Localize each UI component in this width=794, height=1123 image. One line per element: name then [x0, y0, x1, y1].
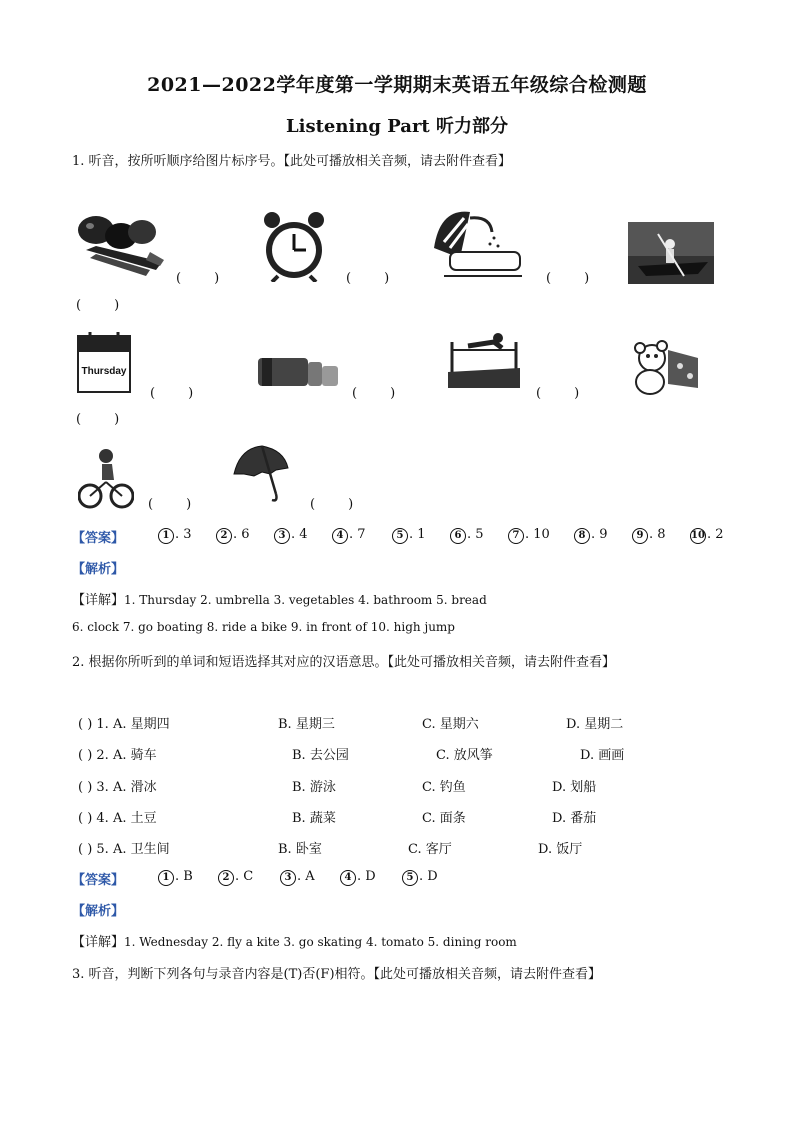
q1-paren-6[interactable]: ( ) — [352, 386, 396, 401]
q2-row-1-c: C. 星期六 — [422, 717, 479, 732]
q1-paren-1[interactable]: ( ) — [176, 271, 220, 286]
boating-picture — [628, 222, 714, 284]
q2-prompt: 2. 根据你所听到的单词和短语选择其对应的汉语意思。【此处可播放相关音频，请去附件查看】 — [72, 655, 616, 670]
q2-row-4-lead: ( ) 4. A. 土豆 — [78, 811, 157, 826]
q1-answer-6: 6 . 5 — [450, 527, 484, 544]
q2-row-4-d: D. 番茄 — [552, 811, 597, 826]
q2-row-2-c: C. 放风筝 — [436, 748, 493, 763]
q1-answer-9: 9 . 8 — [632, 527, 666, 544]
q1-paren-5[interactable]: ( ) — [150, 386, 194, 401]
q2-row-3-lead: ( ) 3. A. 滑冰 — [78, 780, 157, 795]
q1-paren-9[interactable]: ( ) — [148, 497, 192, 512]
q2-row-2-d: D. 画画 — [580, 748, 625, 763]
q1-detail-line2: 6. clock 7. go boating 8. ride a bike 9. in front of 10. high jump — [72, 620, 455, 634]
q2-answer-2: 2 . C — [218, 869, 253, 886]
q1-paren-4[interactable]: ( ) — [76, 298, 120, 313]
clock-picture — [258, 210, 330, 282]
q1-paren-2[interactable]: ( ) — [346, 271, 390, 286]
q1-paren-7[interactable]: ( ) — [536, 386, 580, 401]
q2-row-5-d: D. 饭厅 — [538, 842, 583, 857]
q1-answer-5: 5 . 1 — [392, 527, 426, 544]
q2-answer-label: 【答案】 — [72, 873, 125, 888]
high-jump-picture — [446, 328, 522, 390]
q2-answer-5: 5 . D — [402, 869, 438, 886]
q2-row-2-lead: ( ) 2. A. 骑车 — [78, 748, 157, 763]
section-title: Listening Part 听力部分 — [285, 116, 509, 137]
ride-bike-picture — [78, 448, 134, 510]
q2-answer-1: 1 . B — [158, 869, 193, 886]
thursday-calendar-picture — [76, 330, 132, 394]
q1-answer-10: 10 . 2 — [691, 527, 724, 542]
q2-row-1-d: D. 星期二 — [566, 717, 624, 732]
q2-analysis-label: 【解析】 — [72, 904, 125, 919]
q2-row-5-b: B. 卧室 — [278, 842, 322, 857]
q2-row-3-b: B. 游泳 — [292, 780, 336, 795]
q1-detail-line1: 【详解】1. Thursday 2. umbrella 3. vegetables 4. bathroom 5. bread — [72, 593, 487, 608]
bread-picture — [256, 352, 342, 388]
q2-row-5-c: C. 客厅 — [408, 842, 452, 857]
q2-row-4-b: B. 蔬菜 — [292, 811, 336, 826]
q1-answer-4: 4 . 7 — [332, 527, 366, 544]
page-title: 2021—2022学年度第一学期期末英语五年级综合检测题 — [147, 74, 647, 96]
q2-row-4-c: C. 面条 — [422, 811, 466, 826]
q2-answer-4: 4 . D — [340, 869, 376, 886]
q2-answer-3: 3 . A — [280, 869, 315, 886]
q2-row-3-d: D. 划船 — [552, 780, 597, 795]
bathroom-picture — [430, 208, 526, 280]
q1-answer-1: 1 . 3 — [158, 527, 192, 544]
calendar-text: Thursday — [81, 366, 127, 377]
q2-detail-line: 【详解】1. Wednesday 2. fly a kite 3. go skating 4. tomato 5. dining room — [72, 935, 517, 950]
q2-row-3-c: C. 钓鱼 — [422, 780, 466, 795]
q2-row-1-lead: ( ) 1. A. 星期四 — [78, 717, 170, 732]
q1-answer-3: 3 . 4 — [274, 527, 308, 544]
q1-answer-7: 7 . 10 — [508, 527, 550, 544]
q1-paren-10[interactable]: ( ) — [310, 497, 354, 512]
q1-analysis-label: 【解析】 — [72, 562, 125, 577]
q1-answer-8: 8 . 9 — [574, 527, 608, 544]
teddy-bear-picture — [628, 340, 700, 396]
q1-answer-2: 2 . 6 — [216, 527, 250, 544]
q1-paren-3[interactable]: ( ) — [546, 271, 590, 286]
q3-prompt: 3. 听音，判断下列各句与录音内容是(T)否(F)相符。【此处可播放相关音频，请去附件查看】 — [72, 967, 602, 982]
q1-answer-label: 【答案】 — [72, 531, 125, 546]
q2-row-2-b: B. 去公园 — [292, 748, 349, 763]
q1-paren-8[interactable]: ( ) — [76, 412, 120, 427]
umbrella-picture — [232, 444, 290, 504]
q2-row-5-lead: ( ) 5. A. 卫生间 — [78, 842, 170, 857]
q1-prompt: 1. 听音，按所听顺序给图片标序号。【此处可播放相关音频，请去附件查看】 — [72, 154, 512, 169]
q2-row-1-b: B. 星期三 — [278, 717, 335, 732]
vegetables-picture — [76, 210, 166, 280]
